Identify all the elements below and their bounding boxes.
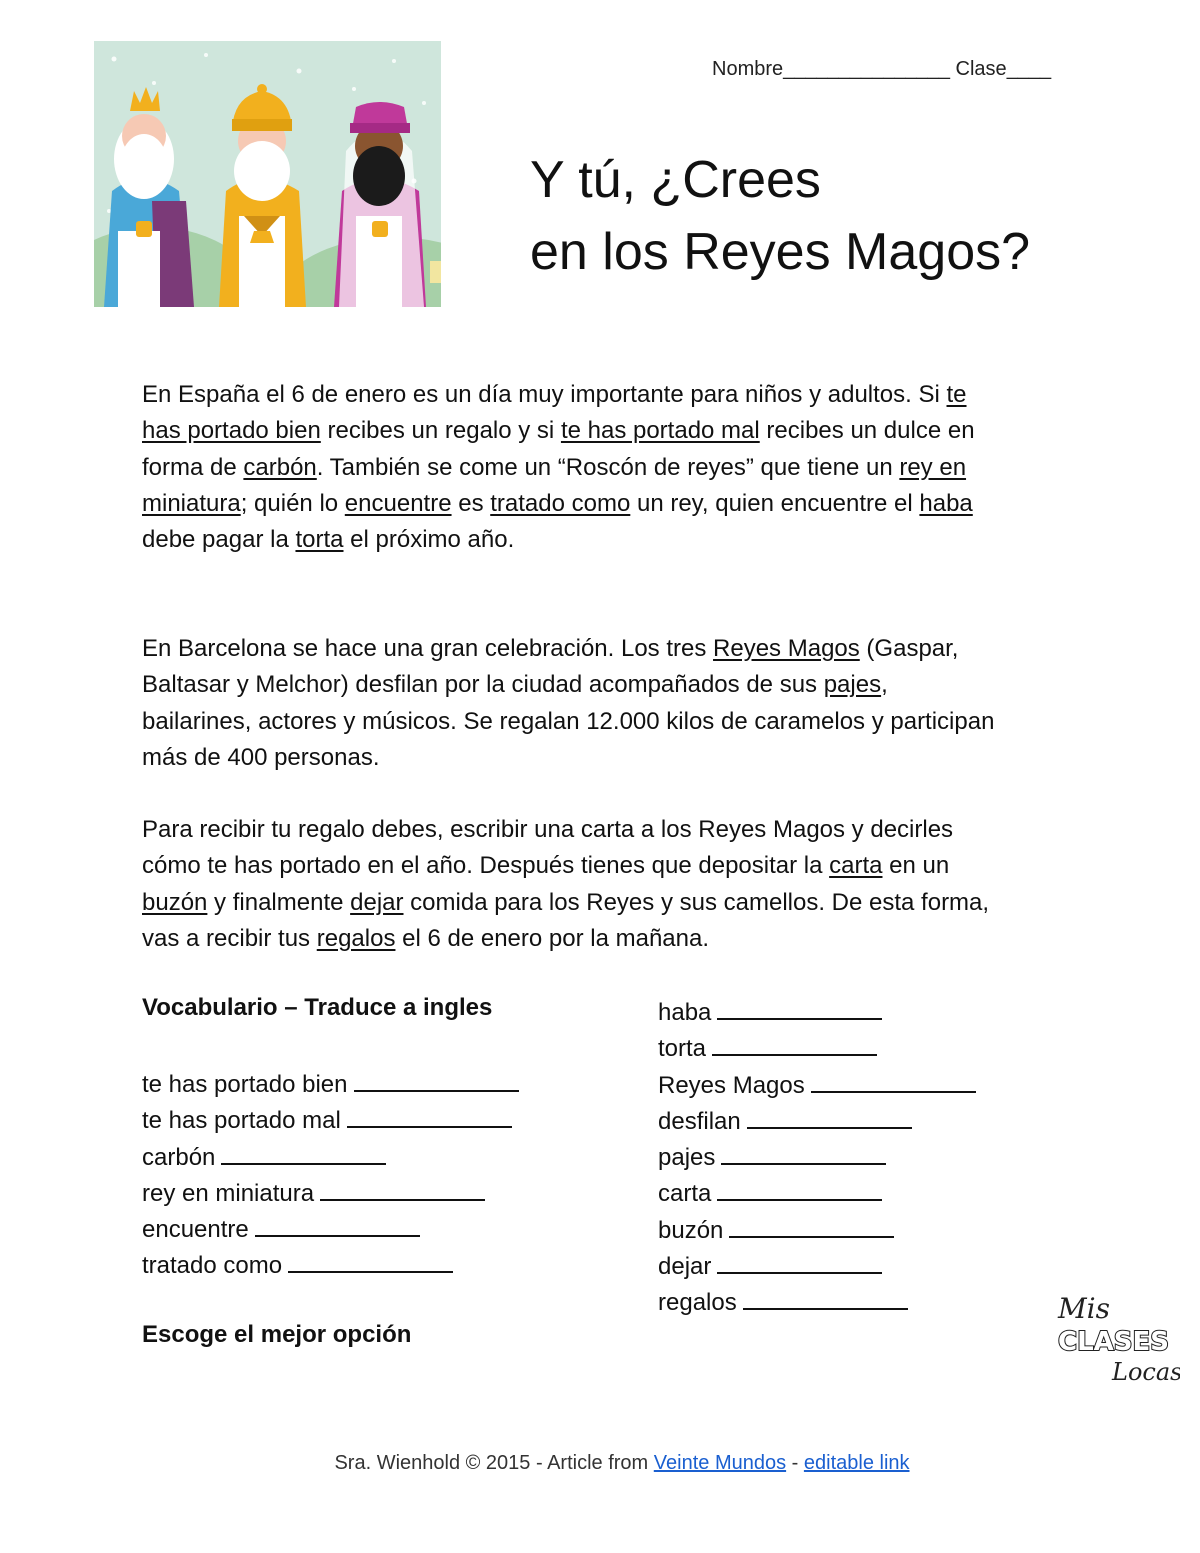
vocab-item: [142, 1139, 519, 1175]
vocab-term: te has portado bien: [142, 381, 967, 445]
vocab-left-list: [142, 1066, 519, 1284]
footer-separator: -: [786, 1452, 804, 1474]
vocab-item: [142, 1247, 519, 1283]
logo-text-2: CLASES: [1058, 1327, 1169, 1357]
logo-text-3: Locas: [1112, 1358, 1180, 1386]
answer-blank[interactable]: [721, 1139, 886, 1165]
vocab-term: carta: [829, 852, 883, 880]
vocab-right-list: [658, 994, 976, 1321]
paragraph-text: y finalmente: [207, 888, 351, 916]
paragraph-text: el 6 de enero por la mañana.: [395, 924, 709, 952]
vocab-term: rey en miniatura: [142, 453, 967, 517]
paragraph-text: comida para los Reyes y sus camellos. De esta forma, vas a recibir tus: [142, 888, 990, 952]
vocab-word: Reyes Magos: [658, 1071, 805, 1099]
vocab-item: [142, 1211, 519, 1247]
vocab-item: [658, 1175, 976, 1211]
vocab-item: [142, 1102, 519, 1138]
answer-blank[interactable]: [320, 1175, 485, 1201]
class-label: Clase: [955, 58, 1007, 80]
class-blank[interactable]: ____: [1006, 58, 1052, 80]
vocab-word: tratado como: [142, 1252, 283, 1280]
vocab-term: pajes: [823, 671, 882, 699]
paragraph-text: debe pagar la: [142, 526, 296, 554]
name-label: Nombre: [712, 58, 784, 80]
paragraph-text: en un: [882, 852, 950, 880]
paragraph-text: . También se come un “Roscón de reyes” que tiene un: [316, 453, 900, 481]
vocab-word: te has portado mal: [142, 1107, 341, 1135]
vocab-item: [142, 1175, 519, 1211]
paragraph-text: un rey, quien encuentre el: [630, 489, 920, 517]
paragraph-2: [142, 631, 1002, 776]
editable-link[interactable]: editable link: [803, 1452, 910, 1474]
vocab-heading: Vocabulario – Traduce a ingles: [142, 994, 493, 1021]
vocab-word: encuentre: [142, 1216, 249, 1244]
vocab-word: regalos: [658, 1289, 737, 1317]
page-title: [530, 144, 1030, 288]
vocab-word: te has portado bien: [142, 1071, 348, 1098]
name-class-line: [712, 58, 1051, 81]
vocab-item: [658, 994, 976, 1030]
vocab-word: torta: [658, 1035, 707, 1063]
vocab-item: [142, 1066, 519, 1102]
logo-text-1: Mis: [1058, 1292, 1110, 1325]
paragraph-1: [142, 377, 1002, 558]
paragraph-text: es: [451, 489, 491, 517]
answer-blank[interactable]: [717, 1175, 882, 1201]
paragraph-text: En España el 6 de enero es un día muy importante para niños y adultos. Si: [142, 381, 947, 408]
name-blank[interactable]: _______________: [783, 58, 956, 80]
paragraph-text: ; quién lo: [240, 489, 345, 517]
vocab-term: buzón: [142, 888, 208, 916]
answer-blank[interactable]: [712, 1030, 877, 1056]
paragraph-3: [142, 812, 1002, 957]
veinte-mundos-link[interactable]: Veinte Mundos: [653, 1452, 787, 1474]
vocab-word: rey en miniatura: [142, 1179, 315, 1207]
paragraph-text: , bailarines, actores y músicos. Se regalan 12.000 kilos de caramelos y participan más de 400 personas.: [142, 671, 995, 771]
vocab-item: [658, 1248, 976, 1284]
vocab-term: te has portado mal: [560, 417, 760, 445]
paragraph-text: En Barcelona se hace una gran celebración. Los tres: [142, 635, 714, 662]
vocab-item: [658, 1067, 976, 1103]
paragraph-text: el próximo año.: [343, 526, 515, 554]
mis-clases-locas-logo: [1050, 1288, 1180, 1388]
vocab-word: pajes: [658, 1144, 716, 1172]
vocab-word: buzón: [658, 1216, 724, 1244]
answer-blank[interactable]: [255, 1211, 420, 1237]
answer-blank[interactable]: [747, 1103, 912, 1129]
vocab-term: tratado como: [490, 489, 631, 517]
vocab-word: haba: [658, 999, 712, 1026]
answer-blank[interactable]: [221, 1139, 386, 1165]
vocab-item: [658, 1284, 976, 1320]
vocab-item: [658, 1212, 976, 1248]
vocab-term: encuentre: [344, 489, 452, 517]
paragraph-text: Para recibir tu regalo debes, escribir una carta a los Reyes Magos y decirles cómo te has portado en el año. Después tienes que depositar la: [142, 816, 954, 880]
answer-blank[interactable]: [354, 1066, 519, 1092]
vocab-term: haba: [919, 489, 973, 517]
three-kings-illustration: [94, 41, 441, 307]
paragraph-text: (Gaspar, Baltasar y Melchor) desfilan por la ciudad acompañados de sus: [142, 635, 959, 699]
vocab-term: carbón: [243, 453, 317, 481]
answer-blank[interactable]: [717, 994, 882, 1020]
vocab-word: desfilan: [658, 1107, 741, 1135]
vocab-word: carbón: [142, 1143, 216, 1171]
paragraph-text: recibes un regalo y si: [320, 417, 561, 445]
answer-blank[interactable]: [811, 1067, 976, 1093]
footer-prefix: Sra. Wienhold © 2015 - Article from: [334, 1452, 654, 1474]
title-line-2: en los Reyes Magos?: [530, 223, 1031, 281]
footer: [0, 1452, 1200, 1475]
vocab-word: carta: [658, 1180, 712, 1208]
vocab-term: dejar: [350, 888, 404, 916]
choose-heading: Escoge el mejor opción: [142, 1321, 412, 1348]
answer-blank[interactable]: [347, 1102, 512, 1128]
title-line-1: Y tú, ¿Crees: [530, 151, 821, 209]
answer-blank[interactable]: [288, 1247, 453, 1273]
answer-blank[interactable]: [729, 1212, 894, 1238]
vocab-term: regalos: [316, 924, 396, 952]
paragraph-text: recibes un dulce en forma de: [142, 417, 975, 481]
vocab-item: [658, 1139, 976, 1175]
vocab-term: torta: [295, 526, 344, 554]
vocab-item: [658, 1030, 976, 1066]
vocab-term: Reyes Magos: [713, 635, 860, 662]
answer-blank[interactable]: [717, 1248, 882, 1274]
answer-blank[interactable]: [743, 1284, 908, 1310]
vocab-item: [658, 1103, 976, 1139]
vocab-word: dejar: [658, 1253, 712, 1281]
